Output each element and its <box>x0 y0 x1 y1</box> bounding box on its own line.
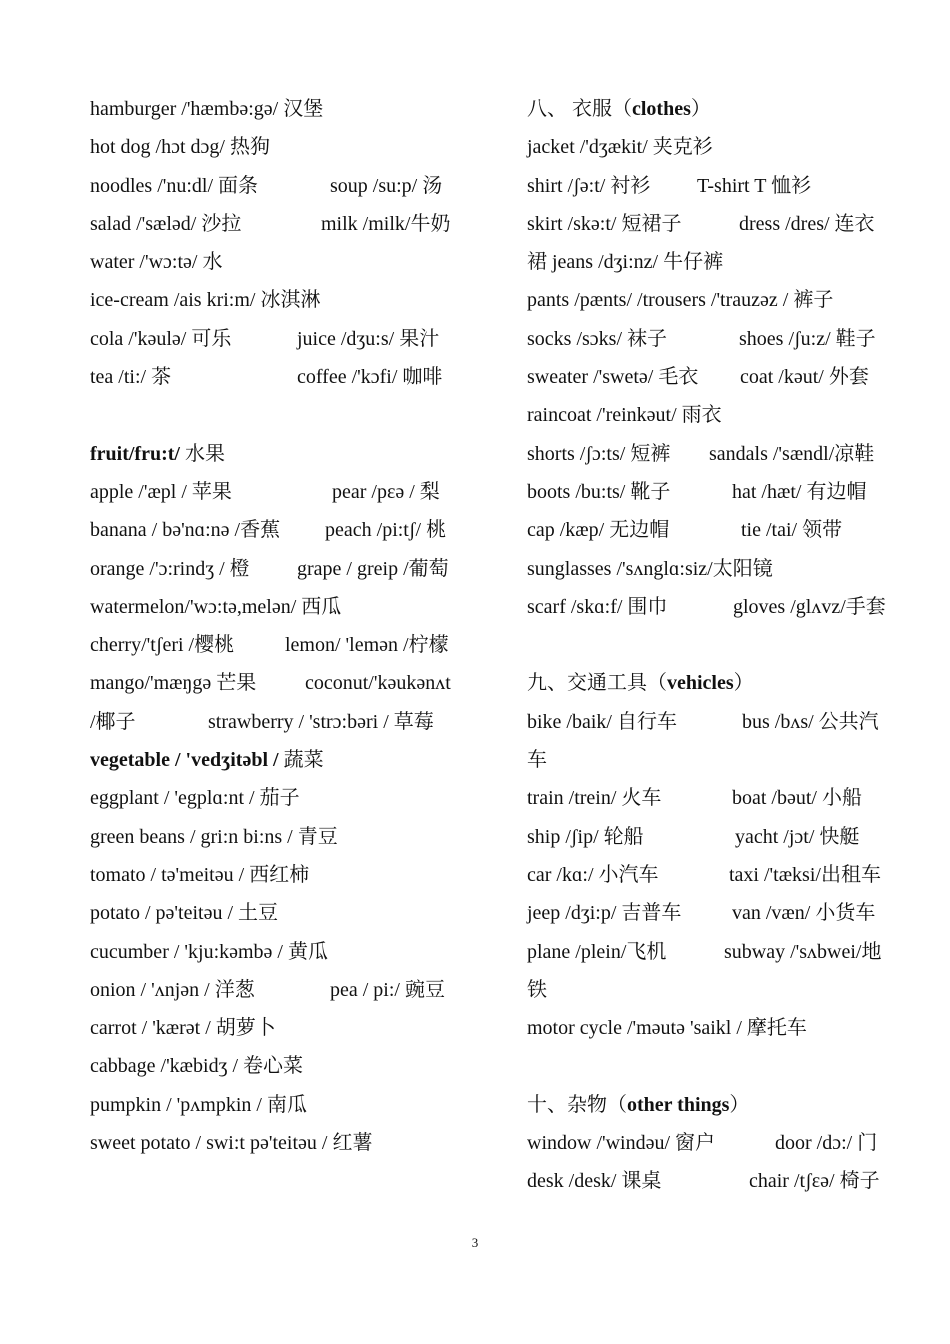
vocab-line <box>90 971 475 1009</box>
section-heading-vegetable <box>90 741 475 779</box>
section-heading-suffix: ） <box>729 1093 750 1116</box>
vocab-entry: onion / 'ʌnjən / 洋葱 <box>90 978 255 1001</box>
vocab-entry: plane /plein/飞机 <box>527 940 667 963</box>
vocab-entry: salad /'sæləd/ 沙拉 <box>90 212 242 235</box>
vocab-line <box>90 243 475 281</box>
vocab-entry: cabbage /'kæbidʒ / 卷心菜 <box>90 1055 303 1078</box>
vocab-entry: sweater /'swetə/ 毛衣 <box>527 366 699 389</box>
vocab-entry: milk /milk/牛奶 <box>321 212 451 235</box>
vocab-entry: sunglasses /'sʌnglɑ:siz/太阳镜 <box>527 557 773 580</box>
vocab-entry: pear /pɛə / 梨 <box>332 480 440 503</box>
section-heading-word: vehicles <box>667 672 734 695</box>
vocab-entry: soup /su:p/ 汤 <box>330 174 443 197</box>
vocab-line <box>90 167 475 205</box>
vocab-entry: orange /'ɔ:rindʒ / 橙 <box>90 557 250 580</box>
vocab-entry: jacket /'dʒækit/ 夹克衫 <box>527 136 713 159</box>
vocab-line <box>90 90 475 128</box>
section-heading-text <box>527 1086 749 1124</box>
vocab-entry: shoes /ʃu:z/ 鞋子 <box>739 327 876 350</box>
vocab-entry: noodles /'nu:dl/ 面条 <box>90 174 259 197</box>
section-heading-other-things <box>527 1086 912 1124</box>
blank-line <box>527 626 912 664</box>
vocab-entry: pumpkin / 'pʌmpkin / 南瓜 <box>90 1093 307 1116</box>
vocab-line <box>527 856 912 894</box>
section-heading-suffix: ） <box>690 98 711 120</box>
vocab-line <box>527 779 912 817</box>
section-heading-prefix: 九、交通工具（ <box>527 672 667 695</box>
vocab-entry: chair /tʃɛə/ 椅子 <box>749 1170 880 1193</box>
vocab-entry: gloves /glʌvz/手套 <box>733 595 886 618</box>
vocab-entry: strawberry / 'strɔ:bəri / 草莓 <box>208 710 434 733</box>
vocab-line <box>527 971 912 1009</box>
vocab-entry: ship /ʃip/ 轮船 <box>527 825 644 848</box>
vocab-line <box>527 511 912 549</box>
vocab-line <box>527 1009 912 1047</box>
vocab-entry: desk /desk/ 课桌 <box>527 1170 662 1193</box>
vocab-line <box>90 1124 475 1162</box>
vocab-entry: window /'windəu/ 窗户 <box>527 1132 716 1155</box>
vocab-entry: tea /ti:/ 茶 <box>90 366 172 389</box>
vocab-entry: carrot / 'kærət / 胡萝卜 <box>90 1017 276 1040</box>
vocab-entry: van /væn/ 小货车 <box>732 902 876 925</box>
vocab-entry: bus /bʌs/ 公共汽 <box>742 710 879 733</box>
section-heading-word: clothes <box>632 98 691 120</box>
vocab-line <box>527 435 912 473</box>
vocab-line <box>90 703 475 741</box>
vocab-entry: bike /baik/ 自行车 <box>527 710 677 733</box>
vocab-entry: yacht /jɔt/ 快艇 <box>735 825 860 848</box>
section-heading-vehicles <box>527 664 912 702</box>
vocab-entry: cola /'kəulə/ 可乐 <box>90 327 232 350</box>
vocab-entry: hat /hæt/ 有边帽 <box>732 480 867 503</box>
vocab-entry: tomato / tə'meitəu / 西红柿 <box>90 863 310 886</box>
vocab-line <box>90 205 475 243</box>
vocab-line <box>90 818 475 856</box>
vocab-line <box>90 550 475 588</box>
vocab-line <box>90 1086 475 1124</box>
vocab-line <box>90 1047 475 1085</box>
vocab-entry: sandals /'sændl/凉鞋 <box>709 442 875 465</box>
section-heading-prefix: 十、杂物（ <box>527 1093 627 1116</box>
vocab-line <box>527 473 912 511</box>
section-heading-meaning: 蔬菜 <box>278 749 324 772</box>
vocab-line <box>527 320 912 358</box>
vocab-line <box>527 1124 912 1162</box>
vocab-line <box>90 894 475 932</box>
vocab-line <box>90 779 475 817</box>
vocab-entry: subway /'sʌbwei/地 <box>724 940 882 963</box>
vocab-line <box>90 511 475 549</box>
section-heading-text <box>527 664 754 702</box>
vocab-line <box>90 1009 475 1047</box>
vocab-entry: water /'wɔ:tə/ 水 <box>90 251 223 274</box>
blank-line <box>90 396 475 434</box>
vocab-line <box>527 1162 912 1200</box>
vocab-entry: hamburger /'hæmbə:gə/ 汉堡 <box>90 98 324 120</box>
vocab-entry: pea / pi:/ 豌豆 <box>330 978 445 1001</box>
vocab-entry: shorts /ʃɔ:ts/ 短裤 <box>527 442 671 465</box>
vocab-line <box>90 320 475 358</box>
vocab-entry: mango/'mæŋgə 芒果 <box>90 672 257 695</box>
vocab-line <box>90 664 475 702</box>
vocab-line <box>527 396 912 434</box>
vocab-entry: raincoat /'reinkəut/ 雨衣 <box>527 404 722 427</box>
vocab-entry: sweet potato / swi:t pə'teitəu / 红薯 <box>90 1132 373 1155</box>
vocab-line <box>527 281 912 319</box>
vocab-line <box>527 358 912 396</box>
section-heading-suffix: ） <box>733 672 754 695</box>
vocab-entry: jeep /dʒi:p/ 吉普车 <box>527 902 682 925</box>
vocab-entry: coat /kəut/ 外套 <box>740 366 869 389</box>
vocab-entry: lemon/ 'lemən /柠檬 <box>285 634 449 657</box>
vocab-entry: socks /sɔks/ 袜子 <box>527 327 667 350</box>
vocab-line <box>527 818 912 856</box>
vocab-entry: grape / greip /葡萄 <box>297 557 449 580</box>
section-heading-word: vegetable / 'vedʒitəbl / <box>90 749 279 772</box>
vocab-line <box>527 933 912 971</box>
vocab-entry: motor cycle /'məutə 'saikl / 摩托车 <box>527 1017 807 1040</box>
section-heading-text <box>90 741 324 779</box>
vocab-line <box>90 588 475 626</box>
vocab-entry: eggplant / 'egplɑ:nt / 茄子 <box>90 787 300 810</box>
section-heading-meaning: 水果 <box>179 442 225 465</box>
section-heading-clothes <box>527 90 912 128</box>
vocab-entry: boots /bu:ts/ 靴子 <box>527 480 671 503</box>
vocab-line <box>90 473 475 511</box>
vocab-line <box>527 205 912 243</box>
section-heading-fruit <box>90 435 475 473</box>
vocab-line <box>90 358 475 396</box>
vocab-entry: apple /'æpl / 苹果 <box>90 480 232 503</box>
vocab-line <box>527 167 912 205</box>
vocab-entry: coffee /'kɔfi/ 咖啡 <box>297 366 443 389</box>
vocab-entry: coconut/'kəukənʌt <box>305 672 451 695</box>
left-column <box>90 90 475 1162</box>
vocab-entry: scarf /skɑ:f/ 围巾 <box>527 595 668 618</box>
vocab-entry: potato / pə'teitəu / 土豆 <box>90 902 279 925</box>
vocab-entry: green beans / gri:n bi:ns / 青豆 <box>90 825 338 848</box>
vocab-entry: ice-cream /ais kri:m/ 冰淇淋 <box>90 289 321 312</box>
vocab-line <box>527 550 912 588</box>
section-heading-text <box>527 90 711 128</box>
vocab-line <box>90 626 475 664</box>
vocab-entry: door /dɔ:/ 门 <box>775 1132 878 1155</box>
vocab-line <box>527 128 912 166</box>
right-column <box>527 90 912 1201</box>
blank-line <box>527 1047 912 1085</box>
vocab-entry: pants /pænts/ /trousers /'trauzəz / 裤子 <box>527 289 834 312</box>
vocab-entry: cherry/'tʃeri /樱桃 <box>90 634 235 657</box>
vocab-entry: 裙 jeans /dʒi:nz/ 牛仔裤 <box>527 251 724 274</box>
page-number: 3 <box>471 1235 479 1250</box>
vocab-entry: /椰子 <box>90 710 136 733</box>
vocab-entry: train /trein/ 火车 <box>527 787 662 810</box>
vocab-entry: tie /tai/ 领带 <box>741 519 843 542</box>
vocab-entry: hot dog /hɔt dɔg/ 热狗 <box>90 136 270 159</box>
vocab-entry: shirt /ʃə:t/ 衬衫 <box>527 174 651 197</box>
section-heading-prefix: 八、 衣服（ <box>527 98 632 120</box>
vocab-entry: cucumber / 'kju:kəmbə / 黄瓜 <box>90 940 328 963</box>
vocab-entry: 铁 <box>527 978 547 1001</box>
vocab-line <box>90 281 475 319</box>
vocab-entry: dress /dres/ 连衣 <box>739 212 875 235</box>
vocab-entry: peach /pi:tʃ/ 桃 <box>325 519 447 542</box>
section-heading-word: fruit/fru:t/ <box>90 442 180 465</box>
vocab-entry: watermelon/'wɔ:tə,melən/ 西瓜 <box>90 595 342 618</box>
vocab-line <box>527 894 912 932</box>
vocab-line <box>90 128 475 166</box>
vocab-entry: boat /bəut/ 小船 <box>732 787 862 810</box>
vocab-entry: taxi /'tæksi/出租车 <box>729 863 881 886</box>
vocab-entry: banana / bə'nɑ:nə /香蕉 <box>90 519 281 542</box>
vocab-line <box>527 741 912 779</box>
vocab-line <box>90 933 475 971</box>
vocab-entry: skirt /skə:t/ 短裙子 <box>527 212 682 235</box>
section-heading-text <box>90 435 225 473</box>
vocab-entry: cap /kæp/ 无边帽 <box>527 519 670 542</box>
vocab-line <box>90 856 475 894</box>
vocab-line <box>527 243 912 281</box>
vocab-line <box>527 703 912 741</box>
section-heading-word: other things <box>627 1093 730 1116</box>
vocab-entry: car /kɑ:/ 小汽车 <box>527 863 659 886</box>
vocab-entry: 车 <box>527 749 547 772</box>
vocab-entry: T-shirt T 恤衫 <box>697 174 812 197</box>
vocab-entry: juice /dʒu:s/ 果汁 <box>297 327 440 350</box>
vocab-line <box>527 588 912 626</box>
